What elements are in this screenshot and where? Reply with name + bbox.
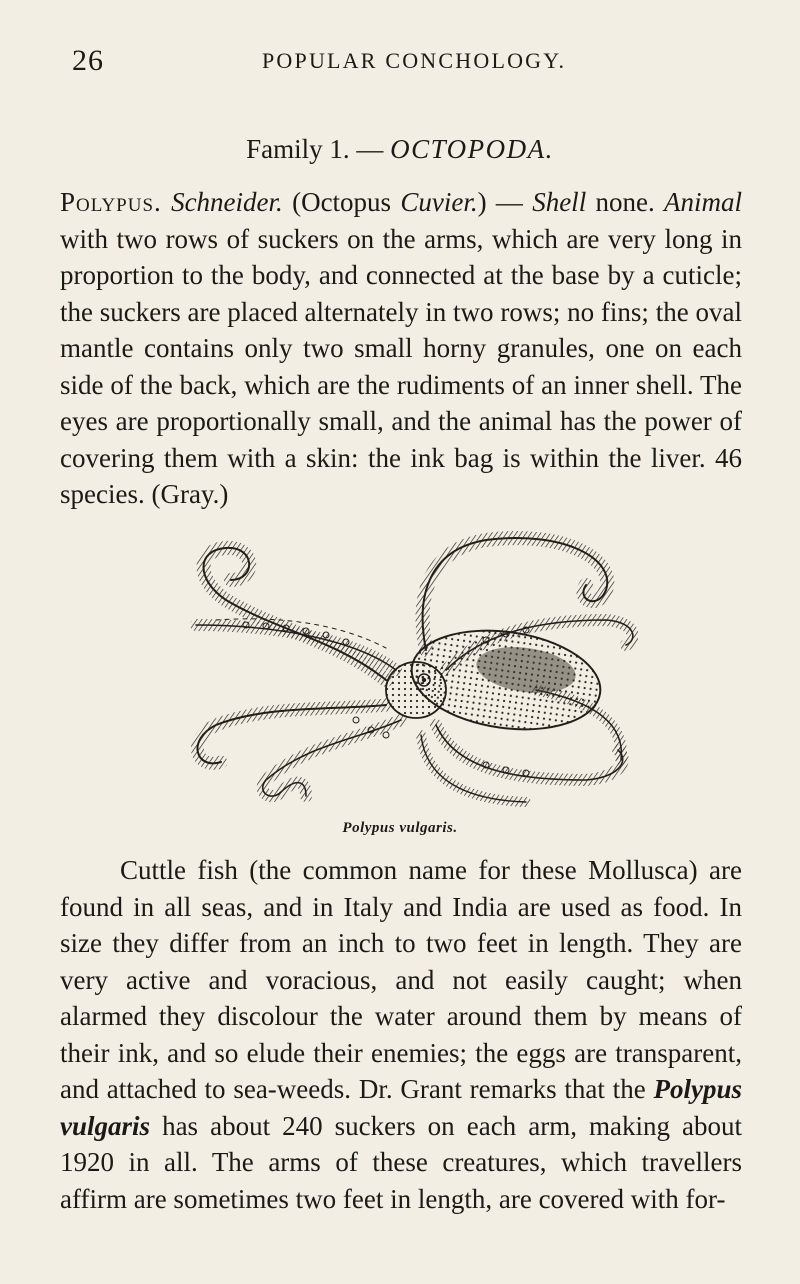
synonym-close: ) —	[477, 187, 533, 217]
figure-caption: Polypus vulgaris.	[342, 820, 458, 836]
animal-label: Animal	[664, 187, 743, 217]
family-prefix: Family 1. —	[246, 134, 391, 164]
page-number: 26	[72, 44, 104, 77]
family-name: OCTOPODA.	[390, 134, 554, 164]
running-title: POPULAR CONCHOLOGY.	[262, 48, 567, 73]
shell-text: none.	[586, 187, 665, 217]
paragraph-text-a: Cuttle fish (the common name for these Mollusca) are found in all seas, and in Italy and India are used as food. In size they differ from an inch to two feet in length. They are very active and voracious, and not easily caught; when alarmed they discolour the water around them by means of their ink, and so elude their enemies; the eggs are transparent, and attached to sea-weeds. Dr. Grant remarks that the	[60, 855, 742, 1104]
description-text: with two rows of suckers on the arms, which are very long in proportion to the body, and connected at the base by a cuticle; the suckers are placed alternately in two rows; no fins; the oval mantle contains only two small horny granules, one on each side of the back, which are the rudiments of an inner shell. The eyes are proportionally small, and the animal has the power of covering them with a skin: the ink bag is within the liver. 46 species. (Gray.)	[60, 223, 742, 509]
genus-author: Schneider.	[171, 187, 283, 217]
species-name: Polypus vulgaris	[60, 1074, 742, 1141]
synonym-open: (Octopus	[282, 187, 401, 217]
octopus-illustration	[186, 530, 638, 812]
genus-name: Polypus.	[60, 187, 162, 217]
cuttle-fish-paragraph	[60, 852, 742, 1217]
running-head	[72, 44, 728, 80]
shell-label: Shell	[532, 187, 587, 217]
genus-description-paragraph	[60, 184, 742, 513]
family-heading	[0, 134, 800, 165]
octopus-engraving	[186, 530, 638, 812]
paragraph-text-b: has about 240 suckers on each arm, making about 1920 in all. The arms of these creatures, which travellers affirm are sometimes two feet in length, are covered with for-	[60, 1110, 742, 1214]
synonym-author: Cuvier.	[400, 187, 478, 217]
